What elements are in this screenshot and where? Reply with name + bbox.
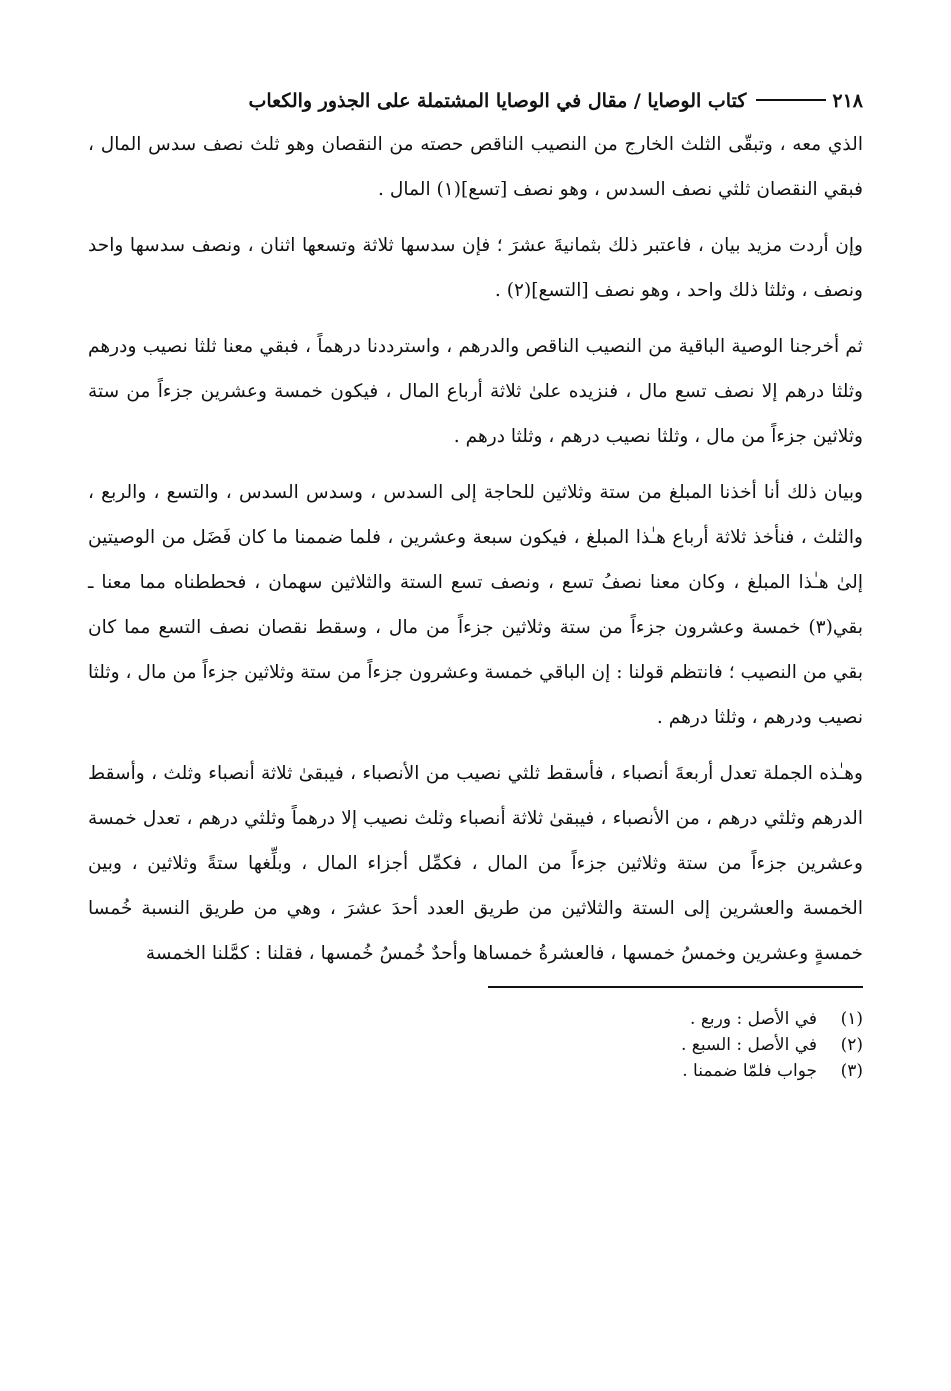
footnote-number: (٣) [840, 1061, 863, 1081]
book-page [88, 84, 863, 1084]
footnotes [88, 1006, 863, 1084]
paragraph-2: وإن أردت مزيد بيان ، فاعتبر ذلك بثمانيةَ عشرَ ؛ فإن سدسها ثلاثة وتسعها اثنان ، ونصف سدسها واحد ونصف ، وثلثا ذلك واحد ، وهو نصف [التسع](٢) . [88, 235, 863, 301]
paragraph-1: الذي معه ، وتبقّى الثلث الخارج من النصيب الناقص حصته من النقصان وهو ثلث نصف سدس المال ، فبقي النقصان ثلثي نصف السدس ، وهو نصف [تسع](١) المال . [88, 134, 863, 200]
footnote-text: جواب فلمّا ضممنا . [682, 1061, 817, 1081]
paragraph-5: وهـٰذه الجملة تعدل أربعةَ أنصباء ، فأسقط ثلثي نصيب من الأنصباء ، فيبقىٰ ثلاثة أنصباء وثلث ، وأسقط الدرهم وثلثي درهم ، من الأنصباء ، فيبقىٰ ثلاثة أنصباء وثلث نصيب إلا درهماً وثلثي درهم ، تعدل خمسة وعشرين جزءاً من ستة وثلاثين جزءاً من المال ، فكمِّل أجزاء المال ، وبلِّغها ستةً وثلاثين ، وبين الخمسة والعشرين إلى الستة والثلاثين من طريق العدد أحدَ عشرَ ، وهي من طريق النسبة خُمسا خمسةٍ وعشرين وخمسُ خمسها ، فالعشرةُ خمساها وأحدٌ خُمسُ خُمسها ، فقلنا : كمَّلنا الخمسة [88, 763, 863, 964]
footnote-separator [488, 986, 863, 988]
footnote-2 [88, 1032, 863, 1058]
header-rule [756, 99, 826, 101]
paragraph-3: ثم أخرجنا الوصية الباقية من النصيب الناقص والدرهم ، واسترددنا درهماً ، فبقي معنا ثلثا نصيب ودرهم وثلثا درهم إلا نصف تسع مال ، فنزيده علىٰ ثلاثة أرباع المال ، فيكون خمسة وعشرين جزءاً من ستة وثلاثين جزءاً من مال ، وثلثا نصيب درهم ، وثلثا درهم . [88, 336, 863, 447]
footnote-1 [88, 1006, 863, 1032]
running-title: كتاب الوصايا / مقال في الوصايا المشتملة على الجذور والكعاب [248, 90, 747, 112]
footnote-number: (٢) [840, 1035, 863, 1055]
running-header [88, 84, 863, 118]
footnote-text: في الأصل : السبع . [680, 1035, 817, 1055]
footnote-number: (١) [840, 1009, 863, 1029]
paragraph-4: وبيان ذلك أنا أخذنا المبلغ من ستة وثلاثين للحاجة إلى السدس ، وسدس السدس ، والتسع ، والربع ، والثلث ، فنأخذ ثلاثة أرباع هـٰذا المبلغ ، فيكون سبعة وعشرين ، فلما ضممنا ما كان فَضَل من الوصيتين إلىٰ هـٰذا المبلغ ، وكان معنا نصفُ تسع ، ونصف تسع الستة والثلاثين سهمان ، فحططناه مما معنا ـ بقي(٣) خمسة وعشرون جزءاً من ستة وثلاثين جزءاً من مال ، وسقط نقصان نصف التسع مما كان بقي من النصيب ؛ فانتظم قولنا : إن الباقي خمسة وعشرون جزءاً من ستة وثلاثين جزءاً من مال ، وثلثا نصيب ودرهم ، وثلثا درهم . [88, 482, 863, 728]
footnote-text: في الأصل : وربع . [690, 1009, 817, 1029]
page-number: ٢١٨ [832, 90, 863, 112]
footnote-3 [88, 1058, 863, 1084]
